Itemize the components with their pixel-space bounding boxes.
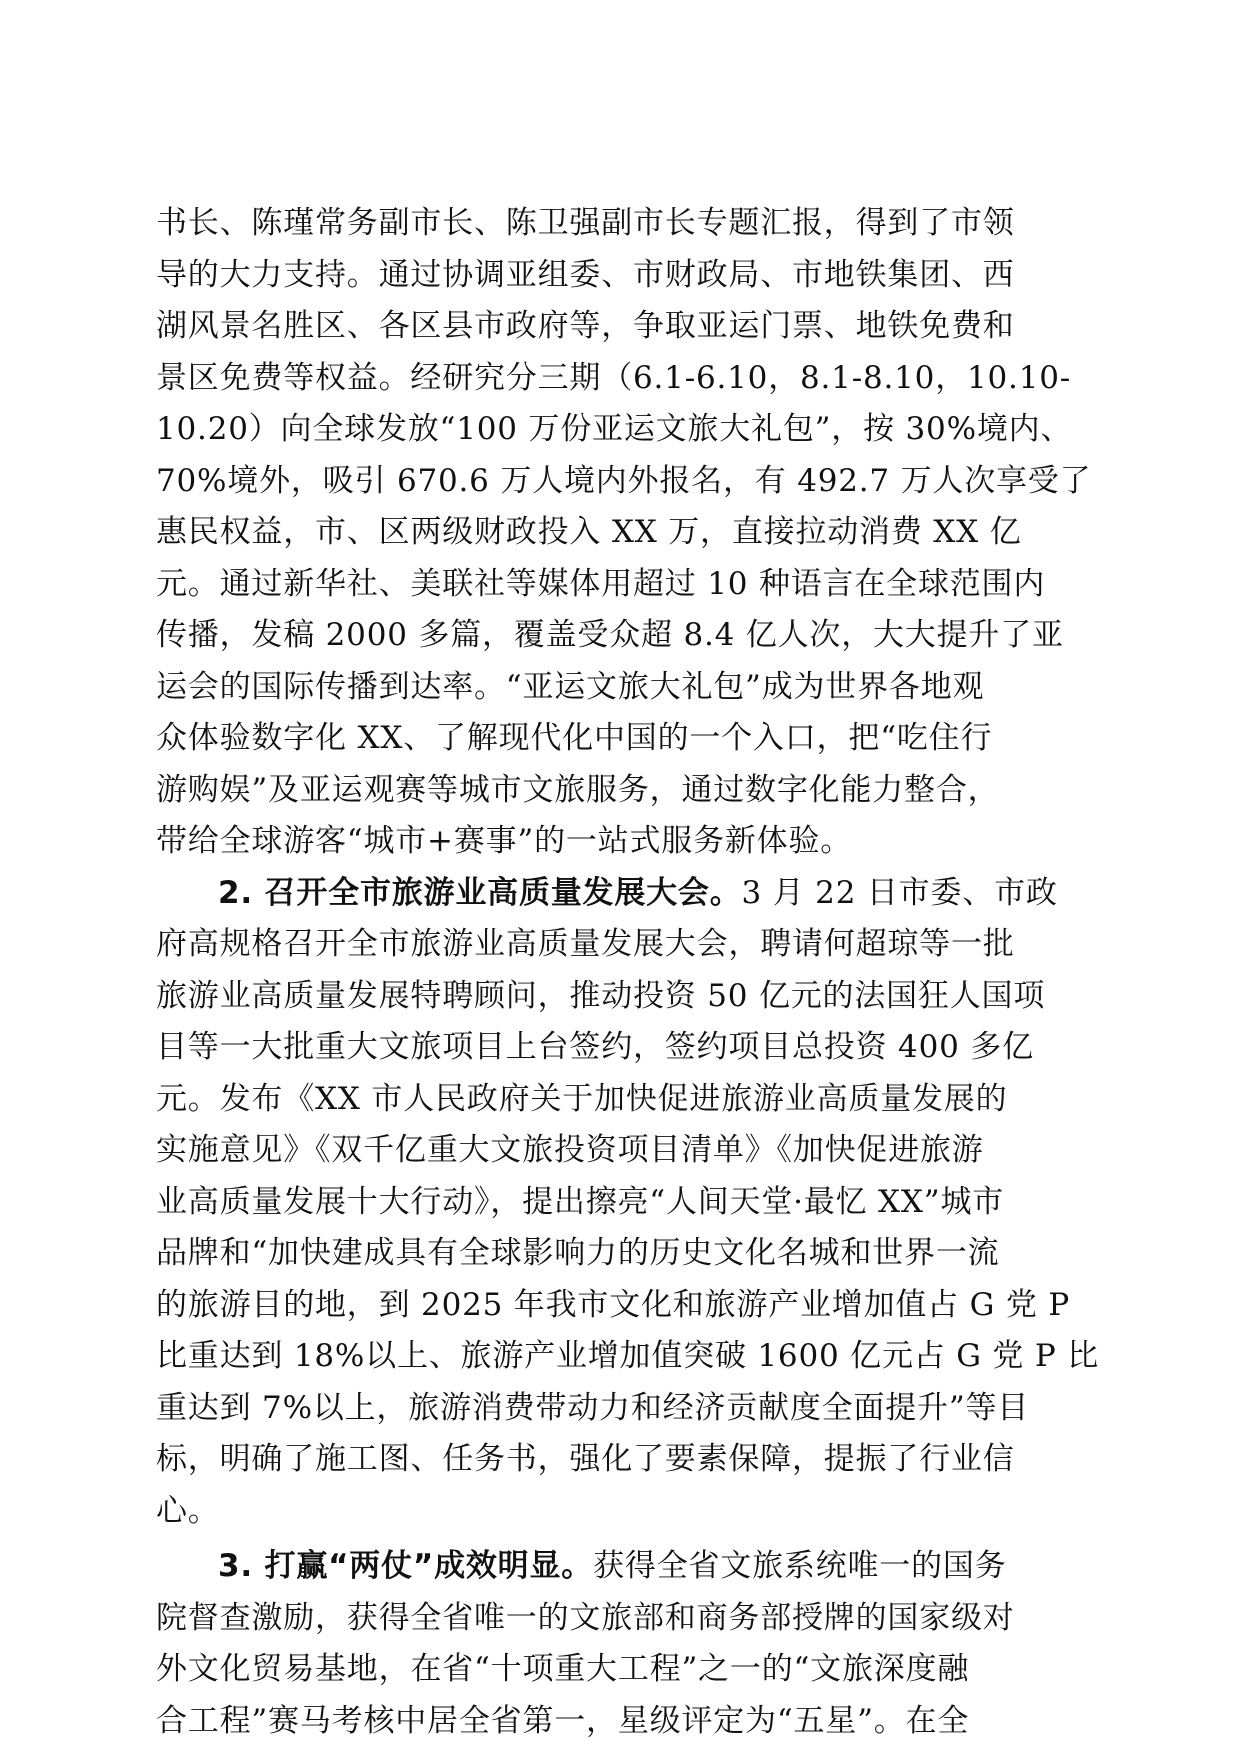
paragraph-1 (156, 198, 1090, 868)
paragraph-first-line (156, 1541, 1090, 1593)
text-line: 比重达到 18%以上、旅游产业增加值突破 1600 亿元占 G 党 P 比 (156, 1338, 1099, 1374)
text-line: 运会的国际传播到达率。“亚运文旅大礼包”成为世界各地观 (156, 668, 985, 705)
text-line: 目等一大批重大文旅项目上台签约，签约项目总投资 400 多亿 (156, 1029, 1034, 1065)
text-line: 传播，发稿 2000 多篇，覆盖受众超 8.4 亿人次，大大提升了亚 (156, 617, 1064, 653)
paragraph-3 (156, 1541, 1090, 1747)
text-line: 导的大力支持。通过协调亚组委、市财政局、市地铁集团、西 (156, 256, 1015, 293)
text-line: 标，明确了施工图、任务书，强化了要素保障，提振了行业信 (156, 1441, 1015, 1477)
section-heading: 3. 打赢“两仗”成效明显。 (218, 1548, 594, 1584)
text-line: 众体验数字化 XX、了解现代化中国的一个入口，把“吃住行 (156, 720, 993, 756)
text-line: 书长、陈瑾常务副市长、陈卫强副市长专题汇报，得到了市领 (156, 205, 1015, 241)
paragraph-first-line (156, 868, 1090, 920)
text-line: 10.20）向全球发放“100 万份亚运文旅大礼包”，按 30%境内、 (156, 411, 1073, 447)
text-line: 元。发布《XX 市人民政府关于加快促进旅游业高质量发展的 (156, 1080, 1008, 1117)
text-line: 院督查激励，获得全省唯一的文旅部和商务部授牌的国家级对 (156, 1599, 1015, 1636)
text-run: 3 月 22 日市委、市政 (741, 874, 1058, 911)
text-line: 业高质量发展十大行动》，提出擦亮“人间天堂·最忆 XX”城市 (156, 1183, 1005, 1220)
text-line: 重达到 7%以上，旅游消费带动力和经济贡献度全面提升”等目 (156, 1389, 1030, 1426)
text-line: 心。 (156, 1492, 220, 1529)
text-line: 旅游业高质量发展特聘顾问，推动投资 50 亿元的法国狂人国项 (156, 977, 1046, 1014)
document-body (156, 198, 1099, 1747)
text-line: 带给全球游客“城市+赛事”的一站式服务新体验。 (156, 823, 853, 859)
text-line: 外文化贸易基地，在省“十项重大工程”之一的“文旅深度融 (156, 1651, 970, 1687)
text-line: 元。通过新华社、美联社等媒体用超过 10 种语言在全球范围内 (156, 565, 1046, 602)
paragraph-2 (156, 868, 1099, 1538)
text-line: 品牌和“加快建成具有全球影响力的历史文化名城和世界一流 (156, 1235, 1000, 1271)
text-line: 府高规格召开全市旅游业高质量发展大会，聘请何超琼等一批 (156, 926, 1015, 962)
text-line: 湖风景名胜区、各区县市政府等，争取亚运门票、地铁免费和 (156, 308, 1015, 344)
text-line: 的旅游目的地，到 2025 年我市文化和旅游产业增加值占 G 党 P (156, 1286, 1070, 1323)
text-run: 获得全省文旅系统唯一的国务 (593, 1548, 1007, 1584)
text-line: 合工程”赛马考核中居全省第一，星级评定为“五星”。在全 (156, 1702, 970, 1739)
text-line: 景区免费等权益。经研究分三期（6.1-6.10，8.1-8.10，10.10- (156, 359, 1072, 396)
text-line: 游购娱”及亚运观赛等城市文旅服务，通过数字化能力整合， (156, 771, 1000, 808)
text-line: 70%境外，吸引 670.6 万人境内外报名，有 492.7 万人次享受了 (156, 462, 1092, 499)
text-line: 惠民权益，市、区两级财政投入 XX 万，直接拉动消费 XX 亿 (156, 514, 1022, 550)
text-line: 实施意见》《双千亿重大文旅投资项目清单》《加快促进旅游 (156, 1132, 984, 1168)
section-heading: 2. 召开全市旅游业高质量发展大会。 (218, 874, 742, 911)
